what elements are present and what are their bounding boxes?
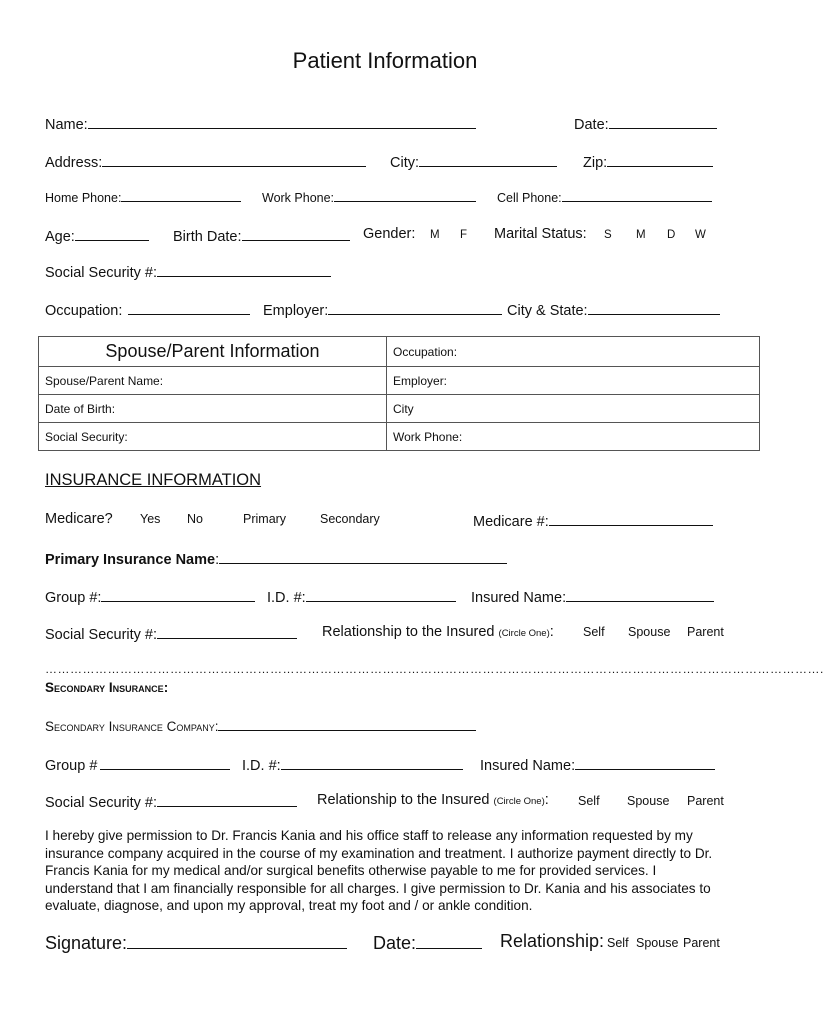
group-line[interactable] <box>101 587 255 602</box>
primary-insurance-field[interactable] <box>45 549 507 568</box>
secondary-parent-option[interactable]: Parent <box>687 794 724 808</box>
date-line[interactable] <box>609 114 717 129</box>
signature-line[interactable] <box>127 931 347 949</box>
medicare-number-field[interactable] <box>473 511 713 530</box>
insurance-ssn-field[interactable] <box>45 624 297 643</box>
home-phone-label: Home Phone: <box>45 191 122 205</box>
form-title: Patient Information <box>292 48 478 73</box>
insurance-heading: INSURANCE INFORMATION <box>45 471 262 489</box>
date-field[interactable] <box>574 114 717 133</box>
cell-phone-line[interactable] <box>562 188 712 202</box>
insurance-ssn-line[interactable] <box>157 624 297 639</box>
secondary-circle-one-note: (Circle One) <box>493 796 545 807</box>
secondary-insured-line[interactable] <box>575 755 715 770</box>
spouse-employer-cell[interactable]: Employer: <box>387 367 760 395</box>
spouse-dob-cell[interactable]: Date of Birth: <box>39 395 387 423</box>
footer-parent-option[interactable]: Parent <box>683 936 720 950</box>
secondary-group-label: Group # <box>45 758 98 774</box>
spouse-occupation-cell[interactable]: Occupation: <box>387 337 760 367</box>
medicare-number-line[interactable] <box>549 511 713 526</box>
address-line[interactable] <box>102 152 366 167</box>
signature-field[interactable] <box>45 931 347 954</box>
employer-field[interactable] <box>263 300 502 319</box>
cell-phone-label: Cell Phone: <box>497 191 562 205</box>
footer-spouse-option[interactable]: Spouse <box>636 936 679 950</box>
secondary-heading-colon: : <box>163 680 169 695</box>
name-field[interactable] <box>45 114 476 133</box>
secondary-heading-text: Secondary Insurance <box>45 680 164 695</box>
birth-date-label: Birth Date: <box>173 229 242 245</box>
secondary-group-field[interactable] <box>45 755 230 774</box>
gender-option-f[interactable]: F <box>460 229 468 241</box>
medicare-primary-option[interactable]: Primary <box>243 512 287 526</box>
secondary-ssn-line[interactable] <box>157 792 297 807</box>
secondary-group-line[interactable] <box>100 755 230 770</box>
secondary-relationship-label: Relationship to the Insured <box>317 792 490 808</box>
age-label: Age: <box>45 229 75 245</box>
relationship-colon: : <box>549 624 554 640</box>
home-phone-line[interactable] <box>121 188 241 202</box>
name-line[interactable] <box>88 114 476 129</box>
ssn-field[interactable] <box>45 262 331 281</box>
occupation-label: Occupation: <box>45 303 123 319</box>
secondary-insured-label: Insured Name: <box>480 758 576 774</box>
insured-name-field[interactable] <box>471 587 714 606</box>
marital-option-m[interactable]: M <box>636 229 646 241</box>
consent-paragraph: I hereby give permission to Dr. Francis Kania and his office staff to release any information requested by my insurance company acquired in the course of my examination and treatment. I authorize payment directly to Dr. Francis Kania for my medical and/or surgical benefits otherwise payable to me for provided services. I understand that I am financially responsible for all charges. I give permission to Dr. Kania and his associates to evaluate, diagnose, and upon my approval, treat my foot and / or ankle condition. <box>45 828 713 913</box>
birth-date-field[interactable] <box>173 226 350 245</box>
insured-name-line[interactable] <box>566 587 714 602</box>
secondary-id-line[interactable] <box>281 755 463 770</box>
gender-option-m[interactable]: M <box>430 229 440 241</box>
relationship-label-group <box>322 624 554 640</box>
group-field[interactable] <box>45 587 255 606</box>
id-line[interactable] <box>306 587 456 602</box>
cell-phone-field[interactable] <box>497 188 712 205</box>
insurance-ssn-label: Social Security #: <box>45 627 158 643</box>
secondary-id-field[interactable] <box>242 755 463 774</box>
insured-name-label: Insured Name: <box>471 590 567 606</box>
secondary-relationship-group <box>317 792 549 808</box>
footer-date-label: Date: <box>373 933 417 953</box>
age-line[interactable] <box>75 226 149 241</box>
city-label: City: <box>390 155 419 171</box>
medicare-secondary-option[interactable]: Secondary <box>320 512 380 526</box>
spouse-ssn-cell[interactable]: Social Security: <box>39 423 387 451</box>
footer-relationship-label: Relationship: <box>500 931 605 951</box>
medicare-no-option[interactable]: No <box>187 512 203 526</box>
circle-one-note: (Circle One) <box>498 628 550 639</box>
city-field[interactable] <box>390 152 557 171</box>
id-label: I.D. #: <box>267 590 306 606</box>
secondary-company-line[interactable] <box>218 717 476 731</box>
spouse-name-cell[interactable]: Spouse/Parent Name: <box>39 367 387 395</box>
zip-field[interactable] <box>583 152 713 171</box>
secondary-id-label: I.D. #: <box>242 758 281 774</box>
id-field[interactable] <box>267 587 456 606</box>
zip-line[interactable] <box>607 152 713 167</box>
occupation-line[interactable] <box>128 300 250 315</box>
city-state-field[interactable] <box>507 300 720 319</box>
marital-option-s[interactable]: S <box>604 229 612 241</box>
work-phone-field[interactable] <box>262 188 476 205</box>
secondary-ssn-field[interactable] <box>45 792 297 811</box>
ssn-line[interactable] <box>157 262 331 277</box>
city-state-label: City & State: <box>507 303 588 319</box>
marital-status-label: Marital Status: <box>494 226 587 242</box>
secondary-company-label: Secondary Insurance Company: <box>45 719 219 734</box>
medicare-question: Medicare? <box>45 511 113 527</box>
work-phone-line[interactable] <box>334 188 476 202</box>
name-label: Name: <box>45 117 88 133</box>
address-label: Address: <box>45 155 103 171</box>
secondary-insurance-heading <box>45 680 168 695</box>
relationship-spouse-option[interactable]: Spouse <box>628 625 671 639</box>
home-phone-field[interactable] <box>45 188 241 205</box>
medicare-number-label: Medicare #: <box>473 514 549 530</box>
secondary-insured-field[interactable] <box>480 755 715 774</box>
primary-insurance-line[interactable] <box>219 549 507 564</box>
secondary-relationship-colon: : <box>544 792 549 808</box>
signature-label: Signature: <box>45 933 128 953</box>
city-line[interactable] <box>419 152 557 167</box>
relationship-self-option[interactable]: Self <box>583 625 605 639</box>
footer-self-option[interactable]: Self <box>607 936 629 950</box>
address-field[interactable] <box>45 152 366 171</box>
marital-option-w[interactable]: W <box>695 229 706 241</box>
footer-date-line[interactable] <box>416 931 482 949</box>
spouse-city-cell[interactable]: City <box>387 395 760 423</box>
employer-line[interactable] <box>328 300 502 315</box>
primary-insurance-label: Primary Insurance Name <box>45 552 216 568</box>
spouse-work-phone-cell[interactable]: Work Phone: <box>387 423 760 451</box>
date-label: Date: <box>574 117 609 133</box>
primary-insurance-colon: : <box>215 552 220 568</box>
employer-label: Employer: <box>263 303 329 319</box>
relationship-label: Relationship to the Insured <box>322 624 495 640</box>
birth-date-line[interactable] <box>242 226 350 241</box>
secondary-ssn-label: Social Security #: <box>45 795 158 811</box>
dotted-separator: ……………………………………………………………………………………………………………………………………………………………………. <box>45 662 824 676</box>
footer-date-field[interactable] <box>373 931 482 954</box>
marital-option-d[interactable]: D <box>667 229 676 241</box>
spouse-parent-heading: Spouse/Parent Information <box>39 337 387 367</box>
ssn-label: Social Security #: <box>45 265 158 281</box>
group-label: Group #: <box>45 590 102 606</box>
occupation-field[interactable] <box>45 300 250 319</box>
secondary-company-field[interactable] <box>45 717 476 734</box>
relationship-parent-option[interactable]: Parent <box>687 625 724 639</box>
age-field[interactable] <box>45 226 149 245</box>
work-phone-label: Work Phone: <box>262 191 335 205</box>
city-state-line[interactable] <box>588 300 720 315</box>
secondary-self-option[interactable]: Self <box>578 794 600 808</box>
medicare-yes-option[interactable]: Yes <box>140 512 161 526</box>
spouse-parent-table <box>38 336 760 451</box>
secondary-spouse-option[interactable]: Spouse <box>627 794 670 808</box>
gender-label: Gender: <box>363 226 416 242</box>
zip-label: Zip: <box>583 155 608 171</box>
